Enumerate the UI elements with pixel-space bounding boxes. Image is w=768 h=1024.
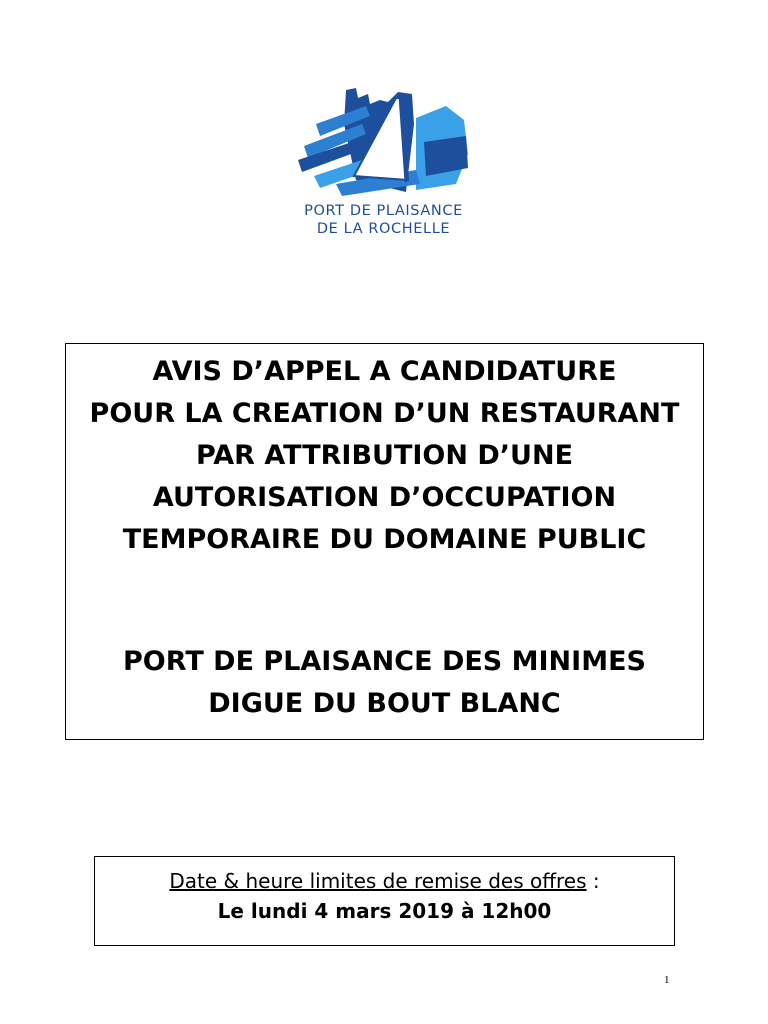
sailboat-tower-logo-icon [296, 84, 471, 196]
title-line-4: AUTORISATION D’OCCUPATION [152, 482, 617, 513]
deadline-label: Date & heure limites de remise des offres [169, 869, 587, 893]
title-line-5: TEMPORAIRE DU DOMAINE PUBLIC [122, 524, 647, 555]
deadline-separator: : [586, 869, 600, 893]
title-line-2: POUR LA CREATION D’UN RESTAURANT [89, 398, 680, 429]
location-line-1: PORT DE PLAISANCE DES MINIMES [123, 646, 646, 677]
deadline-box [94, 856, 675, 946]
page-number: 1 [664, 974, 670, 986]
title-line-3: PAR ATTRIBUTION D’UNE [195, 440, 574, 471]
logo-text-line1: PORT DE PLAISANCE [304, 203, 463, 219]
deadline-date: Le lundi 4 mars 2019 à 12h00 [217, 899, 552, 923]
title-box [65, 343, 704, 740]
port-logo [296, 84, 471, 244]
location-line-2: DIGUE DU BOUT BLANC [208, 688, 561, 719]
deadline-label-row [95, 867, 674, 895]
title-line-1: AVIS D’APPEL A CANDIDATURE [152, 356, 617, 387]
logo-text-line2: DE LA ROCHELLE [316, 221, 451, 237]
